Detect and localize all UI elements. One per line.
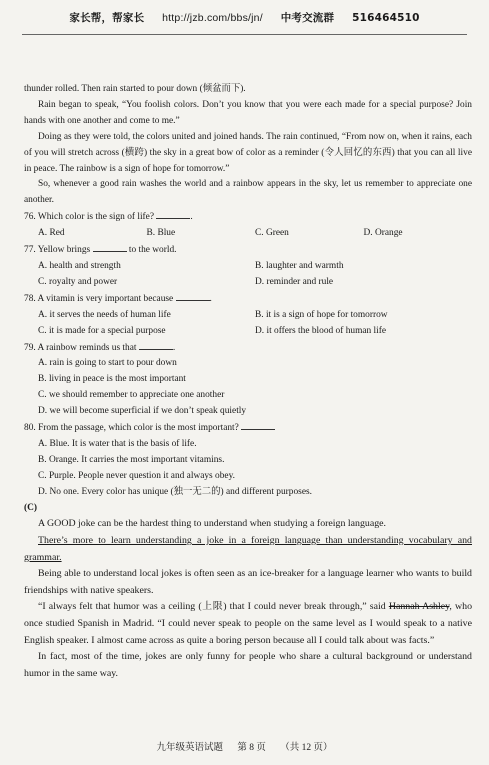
passage-c-paragraph-1: A GOOD joke can be the hardest thing to understand when studying a foreign language.: [38, 518, 387, 530]
passage-c-paragraph-5: In fact, most of the time, jokes are only funny for people who share a cultural background or understand humor in the same way.: [24, 651, 472, 679]
option-c: C. Purple. People never question it and always obey.: [38, 470, 236, 481]
question-stem-end: .: [172, 342, 176, 353]
passage-b-paragraph-4: So, whenever a good rain washes the world and a rainbow appears in the sky, let us remember to appreciate one another.: [24, 179, 472, 206]
answer-blank: [93, 242, 127, 252]
header-divider: [22, 34, 467, 35]
page-footer: [0, 739, 489, 753]
passage-b-paragraph-2: Rain began to speak, “You foolish colors. Don’t you know that you were each made for a special purpose? Join hands with one another and come to me.”: [24, 99, 472, 126]
question-79: [24, 340, 472, 421]
option-c: C. Green: [255, 228, 289, 239]
passage-c-paragraph-3: Being able to understand local jokes is often seen as an ice-breaker for a language learner who wants to build friendships with native speakers.: [24, 568, 472, 596]
quote-rest: , who once studied Spanish in Madrid. “I could never speak to people on the same level as I would speak to a native English speaker. I almost came across as quite a boring person because all I could talk about was facts.”: [24, 601, 473, 646]
option-c: C. royalty and power: [38, 276, 118, 287]
header-group: 中考交流群: [280, 12, 335, 24]
quote-start: “I always felt that humor was a ceiling (上限) that I could never break through,” said: [38, 601, 386, 613]
option-c: C. we should remember to appreciate one another: [38, 390, 225, 401]
header-qq: 516464510: [352, 12, 420, 24]
option-d: D. it offers the blood of human life: [255, 325, 387, 336]
passage-c-paragraph-4: [24, 599, 472, 649]
question-78: [24, 291, 472, 340]
option-a: A. rain is going to start to pour down: [38, 358, 177, 369]
option-c: C. it is made for a special purpose: [38, 325, 166, 336]
passage-b-paragraph-3: Doing as they were told, the colors united and joined hands. The rain continued, “From now on, when it rains, each of you will stretch across (横跨) the sky in a great bow of color as a reminder (令人回忆的东西) that you can all live in peace. The rainbow is a sign of hope for tomorrow.”: [24, 131, 472, 174]
option-d: D. No one. Every color has unique (独一无二的) and different purposes.: [38, 486, 312, 497]
option-a: A. Red: [38, 228, 65, 239]
page-header: [0, 10, 489, 32]
option-a: A. it serves the needs of human life: [38, 309, 171, 320]
speaker-name: Hannah Ashley: [388, 601, 450, 613]
question-77: [24, 242, 472, 291]
question-76: [24, 209, 472, 242]
option-b: B. Orange. It carries the most important vitamins.: [38, 454, 225, 465]
question-stem-end: .: [190, 212, 193, 223]
option-b: B. Blue: [146, 228, 176, 239]
option-b: B. laughter and warmth: [255, 260, 344, 271]
header-site: 家长帮，帮家长: [69, 12, 145, 24]
answer-blank: [139, 340, 173, 350]
option-b: B. living in peace is the most important: [38, 374, 186, 385]
question-stem: 79. A rainbow reminds us that: [24, 342, 137, 353]
question-stem: 77. Yellow brings: [24, 245, 91, 256]
section-c-title: (C): [24, 502, 38, 513]
option-d: D. we will become superficial if we don’t speak quietly: [38, 406, 247, 417]
passage-c: [24, 516, 472, 682]
footer-page-number: 第 8 页: [237, 743, 266, 753]
question-stem: 80. From the passage, which color is the most important?: [24, 423, 239, 434]
answer-blank: [176, 291, 210, 301]
question-stem: 78. A vitamin is very important because: [24, 293, 174, 304]
option-a: A. Blue. It is water that is the basis of life.: [38, 438, 197, 449]
footer-exam-title: 九年级英语试题: [156, 743, 223, 753]
page-content: [24, 82, 472, 682]
option-d: D. Orange: [363, 228, 403, 239]
option-a: A. health and strength: [38, 260, 121, 271]
answer-blank: [156, 209, 190, 219]
passage-c-paragraph-2: There’s more to learn understanding a joke in a foreign language than understanding vocabulary and grammar.: [24, 535, 472, 563]
question-stem-end: .: [209, 293, 212, 304]
answer-blank: [241, 420, 275, 430]
option-b: B. it is a sign of hope for tomorrow: [255, 309, 388, 320]
option-d: D. reminder and rule: [255, 276, 334, 287]
question-stem: 76. Which color is the sign of life?: [24, 212, 155, 223]
question-80: [24, 420, 472, 501]
passage-b-paragraph-1: thunder rolled. Then rain started to pour down (倾盆而下).: [24, 84, 246, 94]
footer-page-total: （共 12 页）: [280, 743, 333, 753]
header-url: http://jzb.com/bbs/jn/: [162, 12, 263, 24]
question-stem-end: to the world.: [128, 245, 177, 256]
